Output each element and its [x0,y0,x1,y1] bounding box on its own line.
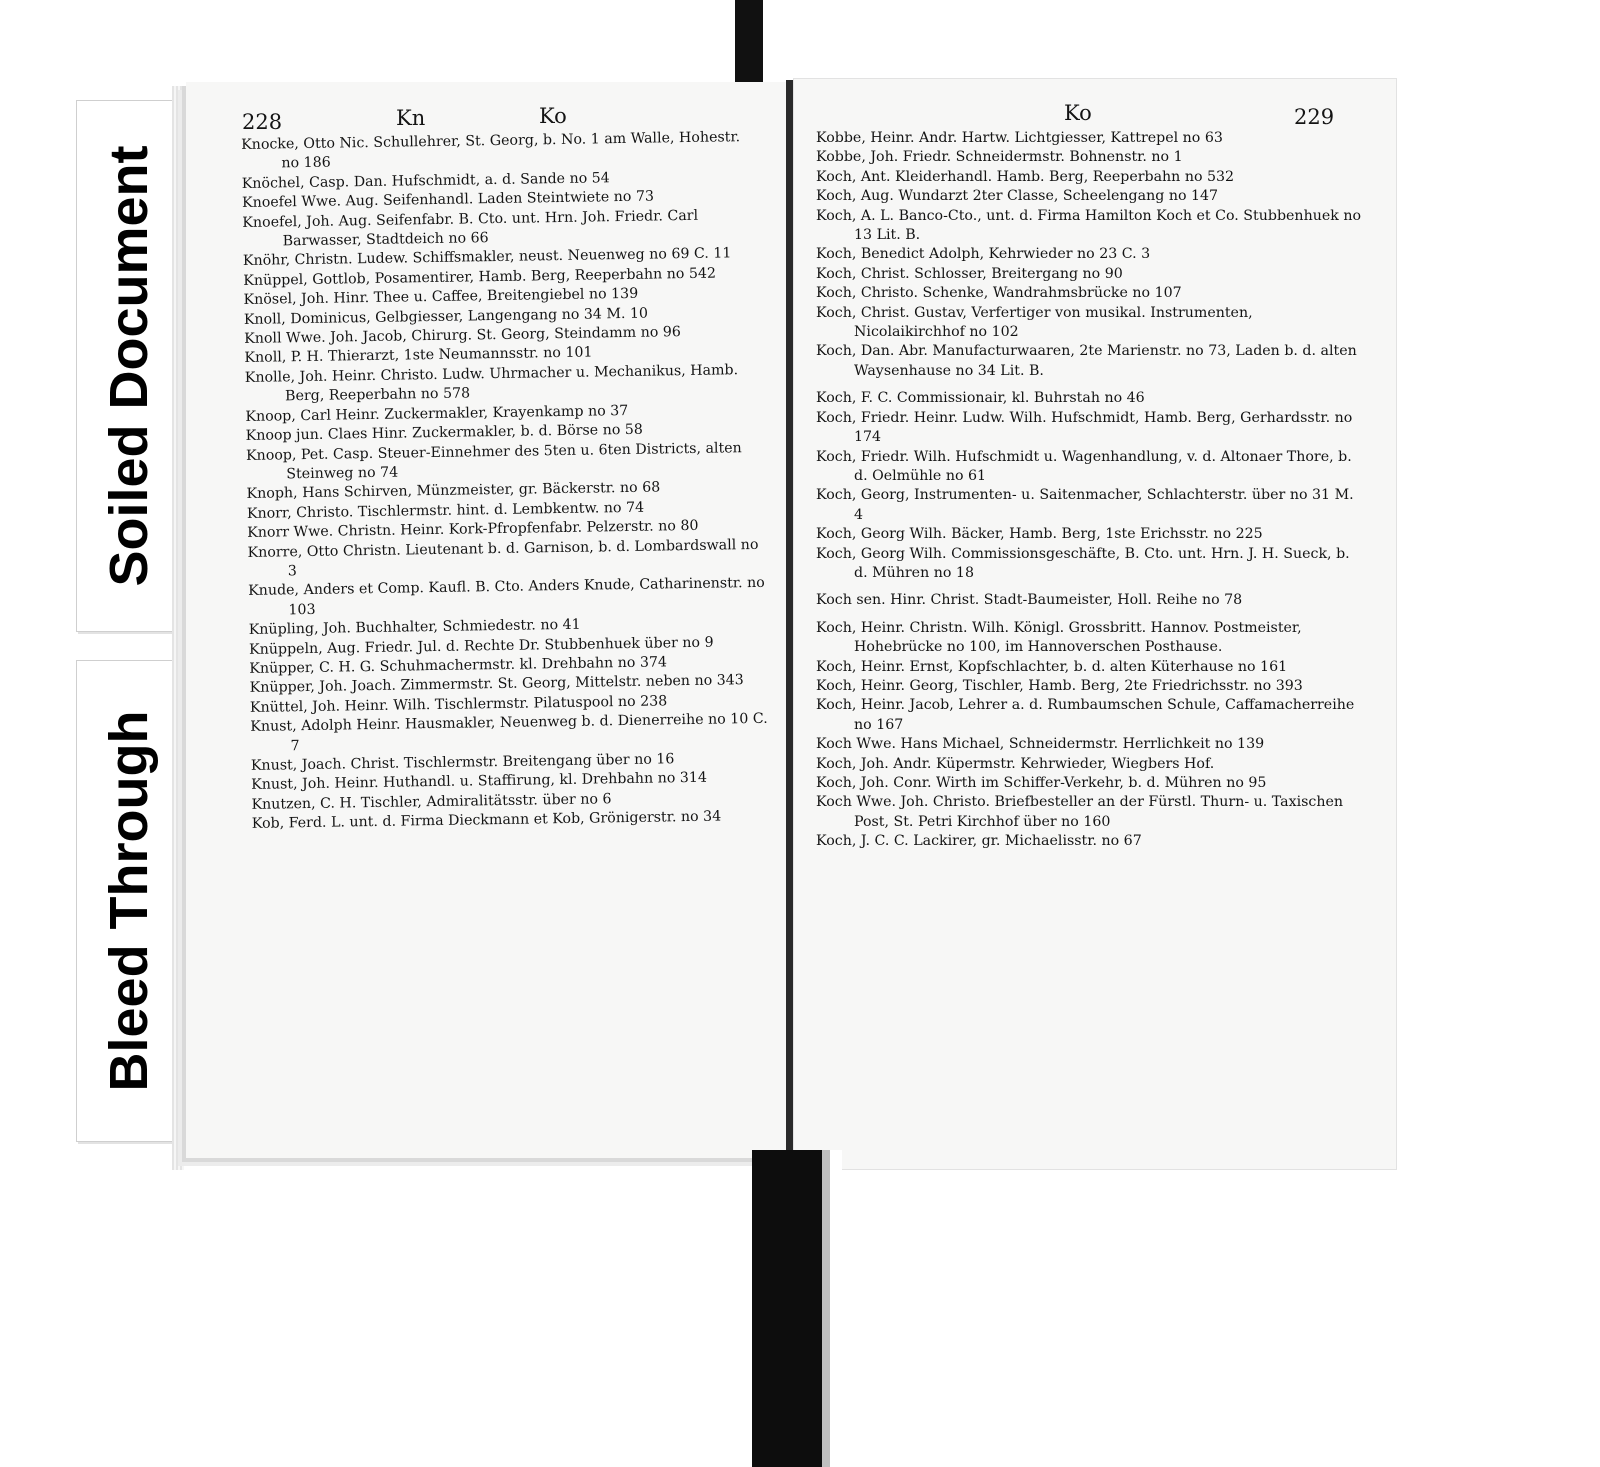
directory-entry: Koch, Heinr. Georg, Tischler, Hamb. Berg, 2te Friedrichsstr. no 393 [816,677,1303,694]
directory-entry: Knude, Anders et Comp. Kaufl. B. Cto. Anders Knude, Catharinenstr. no 103 [248,575,765,619]
directory-entry: Knoefel, Joh. Aug. Seifenfabr. B. Cto. unt. Hrn. Joh. Friedr. Carl Barwasser, Stadtdeich no 66 [242,207,699,250]
label-tab-bleed [76,660,182,1142]
binding-spine-top [735,0,763,95]
left-running-head-1: Kn [396,106,426,130]
directory-entry: Knoll, Dominicus, Gelbgiesser, Langengang no 34 M. 10 [243,305,649,328]
directory-entry: Koch, F. C. Commissionair, kl. Buhrstah no 46 [816,390,1145,407]
left-running-head-2: Ko [539,104,567,128]
directory-entry: Knöhr, Christn. Ludew. Schiffsmakler, neust. Neuenweg no 69 C. 11 [242,245,732,270]
directory-entry: Knoll, P. H. Thierarzt, 1ste Neumannsstr. no 101 [244,344,593,367]
directory-entry: Knüppel, Gottlob, Posamentirer, Hamb. Berg, Reeperbahn no 542 [243,265,717,289]
right-entry-list [816,129,1364,852]
directory-entry: Koch, Georg Wilh. Bäcker, Hamb. Berg, 1ste Erichsstr. no 225 [816,526,1263,543]
directory-entry: Koch, Christ. Schlosser, Breitergang no 90 [816,265,1123,282]
directory-entry: Knüpper, C. H. G. Schuhmachermstr. kl. Drehbahn no 374 [249,654,668,677]
directory-entry: Knüpper, Joh. Joach. Zimmermstr. St. Georg, Mittelstr. neben no 343 [249,672,744,697]
directory-entry: Knoll Wwe. Joh. Jacob, Chirurg. St. Georg, Steindamm no 96 [244,324,682,348]
entry-spacer [816,583,1364,591]
directory-entry: Koch Wwe. Hans Michael, Schneidermstr. Herrlichkeit no 139 [816,736,1265,753]
directory-entry: Koch, Benedict Adolph, Kehrwieder no 23 C. 3 [816,246,1151,263]
directory-entry: Koch, Aug. Wundarzt 2ter Classe, Scheelengang no 147 [816,188,1219,205]
directory-entry: Knüpling, Joh. Buchhalter, Schmiedestr. no 41 [248,616,581,639]
directory-entry: Knüttel, Joh. Heinr. Wilh. Tischlermstr. Pilatuspool no 238 [249,693,668,716]
directory-entry: Knoop, Carl Heinr. Zuckermakler, Krayenkamp no 37 [245,402,629,425]
directory-entry: Knutzen, C. H. Tischler, Admiralitätsstr. über no 6 [251,791,612,813]
directory-entry: Koch, Georg, Instrumenten- u. Saitenmacher, Schlachterstr. über no 31 M. 4 [816,487,1354,523]
directory-entry: Koch, Joh. Conr. Wirth im Schiffer-Verkehr, b. d. Mühren no 95 [816,775,1267,791]
directory-entry: Knust, Adolph Heinr. Hausmakler, Neuenweg b. d. Dienerreihe no 10 C. 7 [250,710,768,754]
directory-entry: Koch sen. Hinr. Christ. Stadt-Baumeister, Holl. Reihe no 78 [816,592,1243,609]
directory-entry: Koch, Christo. Schenke, Wandrahmsbrücke no 107 [816,285,1182,302]
directory-entry: Koch, A. L. Banco-Cto., unt. d. Firma Hamilton Koch et Co. Stubbenhuek no 13 Lit. B. [816,207,1362,244]
left-page [186,82,786,1158]
right-running-head: Ko [1064,101,1092,125]
directory-entry: Koch, Joh. Andr. Küpermstr. Kehrwieder, Wiegbers Hof. [816,755,1215,772]
directory-entry: Kob, Ferd. L. unt. d. Firma Dieckmann et Kob, Grönigerstr. no 34 [251,808,722,833]
directory-entry: Knorr, Christo. Tischlermstr. hint. d. Lembkentw. no 74 [246,499,645,522]
directory-entry: Koch, Heinr. Christn. Wilh. Königl. Grossbritt. Hannov. Postmeister, Hohebrücke no 100, im Hannoverschen Posthause. [816,619,1302,656]
directory-entry: Knolle, Joh. Heinr. Christo. Ludw. Uhrmacher u. Mechanikus, Hamb. Berg, Reeperbahn no 578 [244,362,739,405]
right-page-number: 229 [1294,105,1335,129]
entry-spacer [816,381,1364,389]
directory-entry: Kobbe, Joh. Friedr. Schneidermstr. Bohnenstr. no 1 [816,149,1183,166]
label-tab-soiled [76,100,182,632]
entry-spacer [816,611,1364,619]
directory-entry: Knoop, Pet. Casp. Steuer-Einnehmer des 5ten u. 6ten Districts, alten Steinweg no 74 [245,439,742,483]
directory-entry: Koch, J. C. C. Lackirer, gr. Michaelisstr. no 67 [816,833,1142,850]
directory-entry: Knoefel Wwe. Aug. Seifenhandl. Laden Steintwiete no 73 [241,188,655,212]
directory-entry: Kobbe, Heinr. Andr. Hartw. Lichtgiesser, Kattrepel no 63 [816,130,1223,146]
bleed-through-label: Bleed Through [99,710,159,1092]
directory-entry: Knoph, Hans Schirven, Münzmeister, gr. Bäckerstr. no 68 [246,479,661,503]
directory-entry: Koch, Heinr. Ernst, Kopfschlachter, b. d. alten Küterhause no 161 [816,658,1288,675]
left-entry-list [241,128,772,835]
directory-entry: Knust, Joach. Christ. Tischlermstr. Breitengang über no 16 [250,751,675,774]
directory-entry: Knorr Wwe. Christn. Heinr. Kork-Pfropfenfabr. Pelzerstr. no 80 [247,517,699,542]
directory-entry: Koch, Friedr. Heinr. Ludw. Wilh. Hufschmidt, Hamb. Berg, Gerhardsstr. no 174 [816,409,1353,446]
left-page-number: 228 [242,110,283,134]
directory-entry: Koch, Christ. Gustav, Verfertiger von musikal. Instrumenten, Nicolaikirchhof no 102 [816,304,1253,341]
directory-entry: Knüppeln, Aug. Friedr. Jul. d. Rechte Dr. Stubbenhuek über no 9 [248,634,714,658]
directory-entry: Knöchel, Casp. Dan. Hufschmidt, a. d. Sande no 54 [241,170,610,192]
directory-entry: Koch, Ant. Kleiderhandl. Hamb. Berg, Reeperbahn no 532 [816,168,1235,185]
directory-entry: Knust, Joh. Heinr. Huthandl. u. Staffirung, kl. Drehbahn no 314 [251,770,708,794]
directory-entry: Knocke, Otto Nic. Schullehrer, St. Georg, b. No. 1 am Walle, Hohestr. no 186 [241,129,741,172]
page-stack-edge [172,86,184,1170]
soiled-document-label: Soiled Document [99,145,159,587]
directory-entry: Knösel, Joh. Hinr. Thee u. Caffee, Breitengiebel no 139 [243,286,639,309]
directory-entry: Koch, Friedr. Wilh. Hufschmidt u. Wagenhandlung, v. d. Altonaer Thore, b. d. Oelmühle no 61 [816,448,1352,484]
directory-entry: Knorre, Otto Christn. Lieutenant b. d. Garnison, b. d. Lombardswall no 3 [247,536,759,580]
directory-entry: Koch, Georg Wilh. Commissionsgeschäfte, B. Cto. unt. Hrn. J. H. Sueck, b. d. Mühren no 18 [816,545,1350,581]
directory-entry: Koch Wwe. Joh. Christo. Briefbesteller an der Fürstl. Thurn- u. Taxischen Post, St. Petri Kirchhof über no 160 [816,794,1344,830]
directory-entry: Koch, Heinr. Jacob, Lehrer a. d. Rumbaumschen Schule, Caffamacherreihe no 167 [816,697,1355,733]
directory-entry: Koch, Dan. Abr. Manufacturwaaren, 2te Marienstr. no 73, Laden b. d. alten Waysenhause no 34 Lit. B. [816,343,1357,379]
binding-spine-bottom [752,1150,842,1467]
directory-entry: Knoop jun. Claes Hinr. Zuckermakler, b. d. Börse no 58 [245,421,644,445]
right-page [793,78,1397,1170]
